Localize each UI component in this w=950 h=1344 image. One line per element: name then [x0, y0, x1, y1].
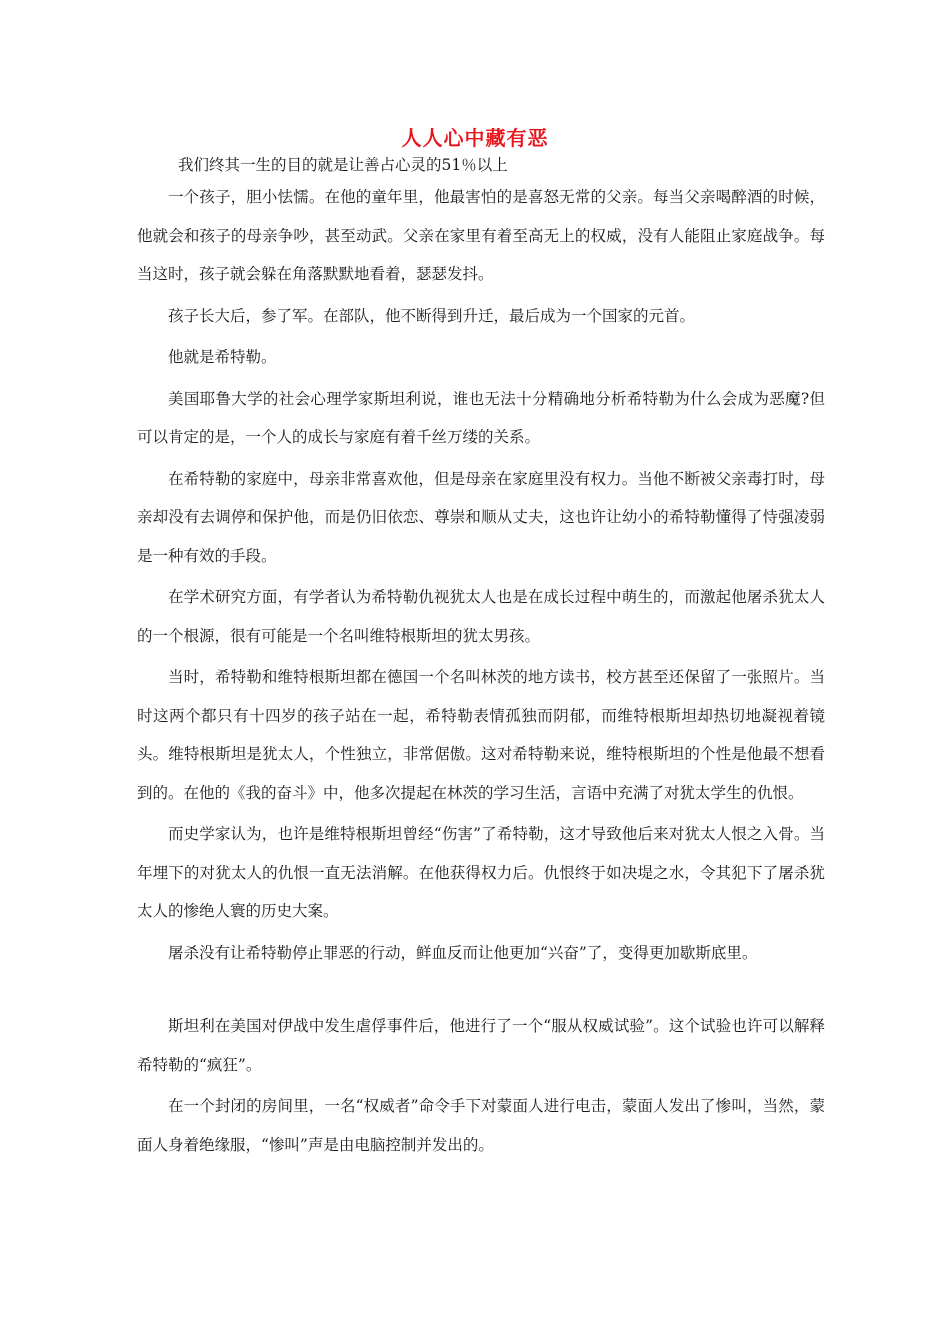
article-subtitle: 我们终其一生的目的就是让善占心灵的51％以上: [178, 156, 508, 174]
section-gap: [137, 975, 825, 1007]
paragraph: 当时，希特勒和维特根斯坦都在德国一个名叫林茨的地方读书，校方甚至还保留了一张照片。当时这两个都只有十四岁的孩子站在一起，希特勒表情孤独而阴郁，而维特根斯坦却热切地凝视着镜头。维特根斯坦是犹太人，个性独立，非常倨傲。这对希特勒来说，维特根斯坦的个性是他最不想看到的。在他的《我的奋斗》中，他多次提起在林茨的学习生活，言语中充满了对犹太学生的仇恨。: [137, 668, 825, 802]
paragraph: 屠杀没有让希特勒停止罪恶的行动，鲜血反而让他更加“兴奋”了，变得更加歇斯底里。: [168, 943, 758, 962]
article-title: 人人心中藏有恶: [401, 126, 549, 150]
paragraph: 孩子长大后，参了军。在部队，他不断得到升迁，最后成为一个国家的元首。: [168, 306, 696, 325]
paragraph: 而史学家认为，也许是维特根斯坦曾经“伤害”了希特勒，这才导致他后来对犹太人恨之入骨。当年埋下的对犹太人的仇恨一直无法消解。在他获得权力后。仇恨终于如决堤之水，令其犯下了屠杀犹太人的惨绝人寰的历史大案。: [137, 825, 825, 920]
paragraph: 在希特勒的家庭中，母亲非常喜欢他，但是母亲在家庭里没有权力。当他不断被父亲毒打时，母亲却没有去调停和保护他，而是仍旧依恋、尊崇和顺从丈夫，这也许让幼小的希特勒懂得了恃强凌弱是一种有效的手段。: [137, 469, 825, 565]
paragraph: 在一个封闭的房间里，一名“权威者”命令手下对蒙面人进行电击，蒙面人发出了惨叫，当然，蒙面人身着绝缘服，“惨叫”声是由电脑控制并发出的。: [137, 1097, 825, 1154]
paragraph: 他就是希特勒。: [168, 348, 277, 366]
article-body: [137, 178, 825, 1167]
paragraph: 斯坦利在美国对伊战中发生虐俘事件后，他进行了一个“服从权威试验”。这个试验也许可以解释希特勒的“疯狂”。: [137, 1017, 825, 1074]
paragraph: 在学术研究方面，有学者认为希特勒仇视犹太人也是在成长过程中萌生的，而激起他屠杀犹太人的一个根源，很有可能是一个名叫维特根斯坦的犹太男孩。: [137, 588, 825, 645]
paragraph: 美国耶鲁大学的社会心理学家斯坦利说，谁也无法十分精确地分析希特勒为什么会成为恶魔?但可以肯定的是，一个人的成长与家庭有着千丝万缕的关系。: [137, 389, 825, 446]
paragraph: 一个孩子，胆小怯懦。在他的童年里，他最害怕的是喜怒无常的父亲。每当父亲喝醉酒的时候，他就会和孩子的母亲争吵，甚至动武。父亲在家里有着至高无上的权威，没有人能阻止家庭战争。每当这时，孩子就会躲在角落默默地看着，瑟瑟发抖。: [137, 188, 825, 283]
